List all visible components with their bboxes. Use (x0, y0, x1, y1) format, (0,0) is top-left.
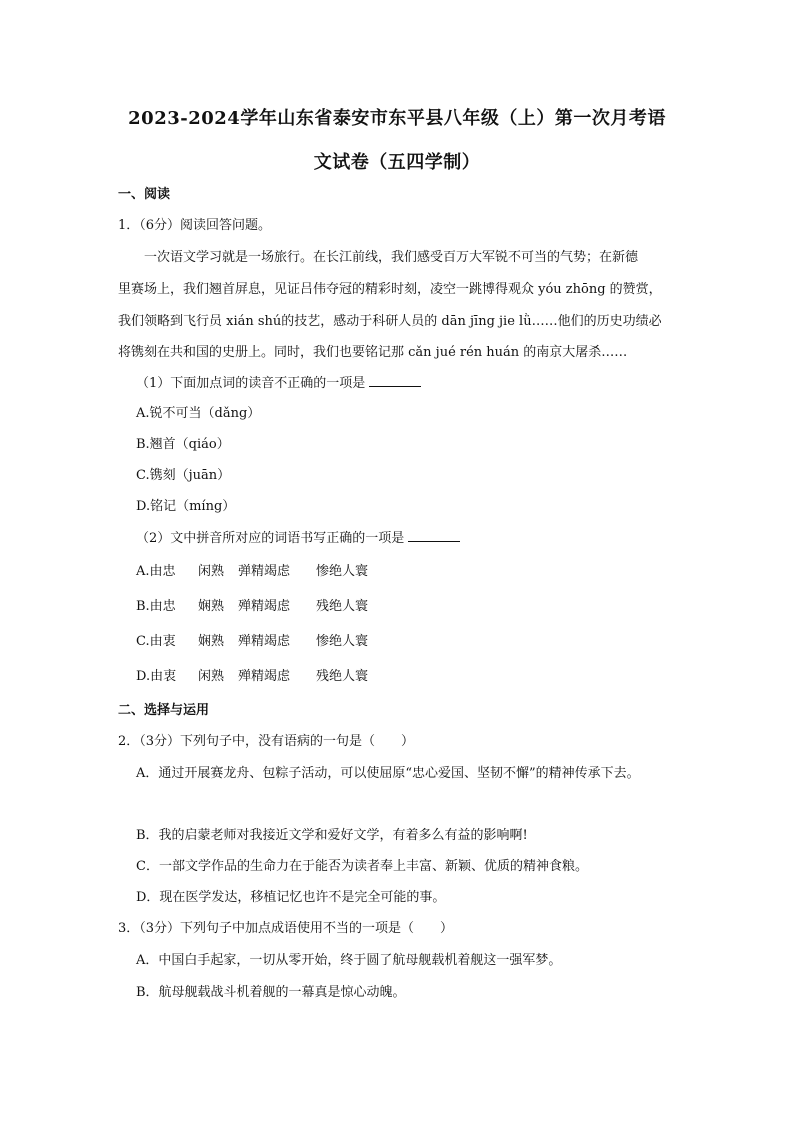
option-2-c: C．一部文学作品的生命力在于能否为读者奉上丰富、新颖、优质的精神食粮。 (136, 859, 588, 874)
option-1-1-d: D.铭记（míng） (136, 499, 236, 514)
option-word: A.由忠 (136, 564, 176, 579)
doc-title-line1: 2023-2024学年山东省泰安市东平县八年级（上）第一次月考语 (128, 108, 666, 129)
option-word: 闲熟 (198, 669, 225, 684)
option-word: 殚精竭虑 (238, 634, 291, 649)
question-2-stem: 2．（3分）下列句子中，没有语病的一句是（ ） (118, 734, 415, 749)
sub-question-1-stem: （1）下面加点词的读音不正确的一项是 (136, 376, 366, 391)
option-3-b: B．航母舰载战斗机着舰的一幕真是惊心动魄。 (136, 985, 406, 1000)
option-1-2-b (136, 598, 368, 616)
option-word: 殚精竭虑 (238, 669, 291, 684)
option-2-d: D．现在医学发达，移植记忆也许不是完全可能的事。 (136, 890, 446, 905)
option-word: 惨绝人寰 (316, 634, 369, 649)
option-word: 残绝人寰 (316, 599, 369, 614)
sub-question-2-stem: （2）文中拼音所对应的词语书写正确的一项是 (136, 531, 405, 546)
option-word: 闲熟 (198, 564, 225, 579)
option-word: 残绝人寰 (316, 669, 369, 684)
question-3-stem: 3．（3分）下列句子中加点成语使用不当的一项是（ ） (118, 921, 454, 936)
option-word: B.由忠 (136, 599, 176, 614)
sub-question-2 (136, 529, 460, 548)
passage-line-1: 一次语文学习就是一场旅行。在长江前线，我们感受百万大军锐不可当的气势；在新德 (144, 250, 639, 265)
option-1-2-a (136, 563, 368, 581)
section-heading-choice: 二、选择与运用 (118, 703, 210, 718)
option-1-1-a: A.锐不可当（dǎng） (136, 406, 261, 421)
passage-line-3: 我们领略到飞行员 xián shú的技艺，感动于科研人员的 dān jīng jie lǜ……他们的历史功绩必 (118, 314, 662, 329)
option-1-2-d (136, 668, 368, 686)
answer-blank (408, 529, 460, 542)
option-word: C.由衷 (136, 634, 176, 649)
option-word: D.由衷 (136, 669, 177, 684)
passage-line-4: 将镌刻在共和国的史册上。同时，我们也要铭记那 cǎn jué rén huán 的南京大屠杀…… (118, 345, 628, 360)
option-word: 惨绝人寰 (316, 564, 369, 579)
option-2-b: B．我的启蒙老师对我接近文学和爱好文学，有着多么有益的影响啊! (136, 828, 528, 843)
option-word: 娴熟 (198, 634, 225, 649)
option-2-a: A．通过开展赛龙舟、包粽子活动，可以使屈原“忠心爱国、坚韧不懈”的精神传承下去。 (136, 766, 640, 781)
option-word: 娴熟 (198, 599, 225, 614)
question-1-stem: 1．（6分）阅读回答问题。 (118, 218, 272, 233)
option-word: 弹精竭虑 (238, 564, 291, 579)
answer-blank (369, 374, 421, 387)
option-3-a: A．中国白手起家，一切从零开始，终于圆了航母舰载机着舰这一强军梦。 (136, 953, 562, 968)
option-word: 殚精竭虑 (238, 599, 291, 614)
option-1-2-c (136, 633, 368, 651)
sub-question-1 (136, 374, 421, 393)
option-1-1-c: C.镌刻（juān） (136, 468, 231, 483)
passage-line-2: 里赛场上，我们翘首屏息，见证吕伟夺冠的精彩时刻，凌空一跳博得观众 yóu zhōng 的赞赏， (118, 282, 662, 297)
option-1-1-b: B.翘首（qiáo） (136, 437, 230, 452)
doc-title-line2: 文试卷（五四学制） (313, 152, 481, 173)
section-heading-reading: 一、阅读 (118, 187, 171, 202)
